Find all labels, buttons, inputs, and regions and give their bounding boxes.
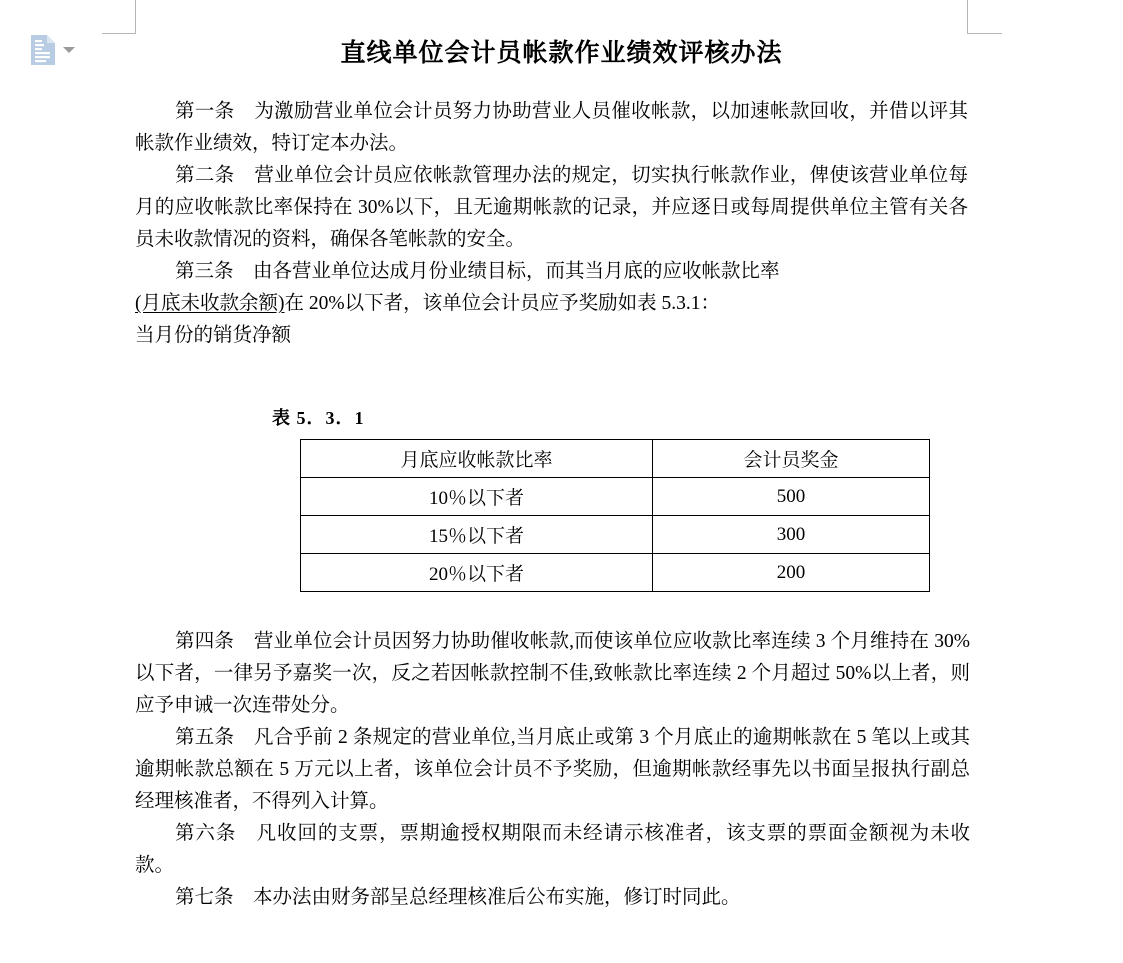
- paragraph-article-3: 第三条 由各营业单位达成月份业绩目标，而其当月底的应收帐款比率: [175, 261, 780, 282]
- table-row: [301, 516, 930, 554]
- table-cell-ratio: 15％以下者: [301, 516, 653, 554]
- document-body-lower: [135, 626, 970, 914]
- table-header-bonus: 会计员奖金: [653, 440, 930, 478]
- margin-mark-top-left: [102, 0, 136, 34]
- document-body-upper: [135, 96, 968, 352]
- margin-mark-vertical-line: [967, 0, 968, 34]
- table-cell-ratio: 10％以下者: [301, 478, 653, 516]
- margin-mark-vertical-line: [135, 0, 136, 34]
- fraction-denominator: 当月份的销货净额: [135, 325, 292, 346]
- paragraph-article-6: 第六条 凡收回的支票，票期逾授权期限而未经请示核准者，该支票的票面金额视为未收款。: [135, 823, 970, 876]
- table-cell-bonus: 300: [653, 516, 930, 554]
- paragraph-article-5: 第五条 凡合乎前 2 条规定的营业单位,当月底止或第 3 个月底止的逾期帐款在 5 笔以上或其逾期帐款总额在 5 万元以上者，该单位会计员不予奖励，但逾期帐款经事先以书面呈报执行副总经理核准者，不得列入计算。: [135, 727, 970, 812]
- margin-mark-top-right: [967, 0, 1002, 34]
- paragraph-article-7: 第七条 本办法由财务部呈总经理核准后公布实施，修订时同此。: [175, 887, 741, 908]
- table-cell-ratio: 20％以下者: [301, 554, 653, 592]
- table-caption: 表 5．3．1: [272, 408, 365, 428]
- fraction-numerator-line: [135, 288, 968, 320]
- paragraph-article-1: 第一条 为激励营业单位会计员努力协助营业人员催收帐款，以加速帐款回收，并借以评其帐款作业绩效，特订定本办法。: [135, 101, 968, 154]
- fraction-numerator: (月底未收款余额): [135, 293, 285, 314]
- page-title: 直线单位会计员帐款作业绩效评核办法: [340, 40, 783, 67]
- table-block: [272, 404, 912, 592]
- table-cell-bonus: 500: [653, 478, 930, 516]
- table-header-row: [301, 440, 930, 478]
- paragraph-article-4: 第四条 营业单位会计员因努力协助催收帐款,而使该单位应收款比率连续 3 个月维持在 30%以下者，一律另予嘉奖一次，反之若因帐款控制不佳,致帐款比率连续 2 个月超过 50%以上者，则应予申诫一次连带处分。: [135, 631, 970, 716]
- paragraph-article-2: 第二条 营业单位会计员应依帐款管理办法的规定，切实执行帐款作业，俾使该营业单位每月的应收帐款比率保持在 30%以下，且无逾期帐款的记录，并应逐日或每周提供单位主管有关各员未收款情况的资料，确保各笔帐款的安全。: [135, 165, 968, 250]
- fraction-trailing-text: 在 20%以下者，该单位会计员应予奖励如表 5.3.1：: [284, 293, 720, 314]
- table-row: [301, 478, 930, 516]
- table-cell-bonus: 200: [653, 554, 930, 592]
- table-header-ratio: 月底应收帐款比率: [301, 440, 653, 478]
- bonus-table: [300, 439, 930, 592]
- table-row: [301, 554, 930, 592]
